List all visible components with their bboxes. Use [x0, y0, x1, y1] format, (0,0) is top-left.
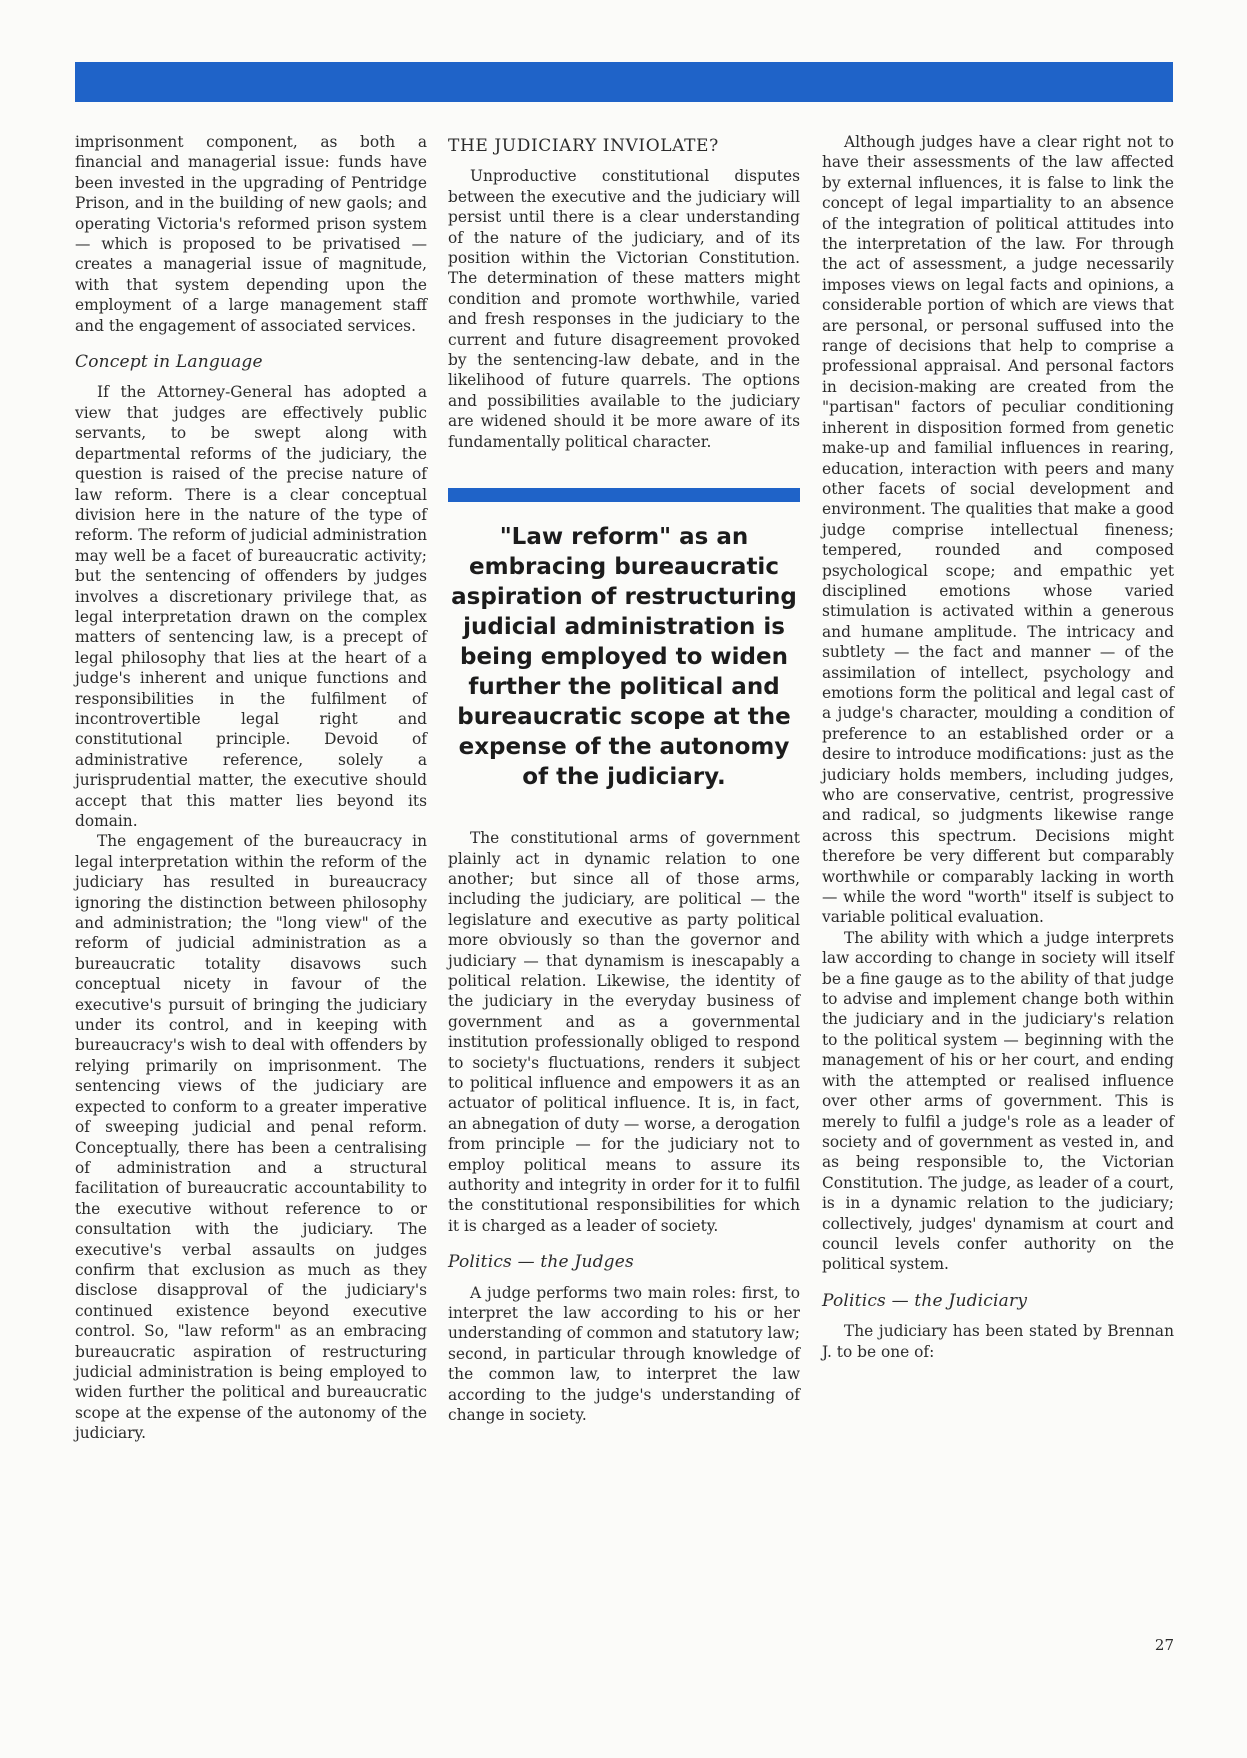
pull-quote-band — [448, 488, 800, 502]
column-right — [822, 132, 1174, 1362]
subheading-politics-judges: Politics — the Judges — [448, 1252, 634, 1273]
paragraph: Unproductive constitutional disputes between the executive and the judiciary will persist until there is a clear understanding of the nature of the judiciary, and of its position within the Victorian Constitution. The determination of these matters might condition and promote worthwhile, varied and fresh responses in the judiciary to the current and future disagreement provoked by the sentencing-law debate, and in the likelihood of future quarrels. The options and possibilities available to the judiciary are widened should it be more aware of its fundamentally political character. — [448, 167, 800, 451]
column-left — [75, 132, 427, 1444]
paragraph: The constitutional arms of government plainly act in dynamic relation to one another; but since all of those arms, including the judiciary, are political — the legislature and executive as party political more obviously so than the governor and judiciary — that dynamism is inescapably a political relation. Likewise, the identity of the judiciary in the everyday business of government and as a governmental institution professionally obliged to respond to society's fluctuations, renders it subject to political influence and empowers it as an actuator of political influence. It is, in fact, an abnegation of duty — worse, a derogation from principle — for the judiciary not to employ political means to assure its authority and integrity in order for it to fulfil the constitutional responsibilities for which it is charged as a leader of society. — [448, 829, 800, 1235]
header-color-band — [75, 62, 1173, 102]
paragraph: The ability with which a judge interprets law according to change in society will itself be a fine gauge as to the ability of that judge to advise and implement change both within the judiciary and in the judiciary's relation to the political system — beginning with the management of his or her court, and ending with the attempted or realised influence over other arms of government. This is merely to fulfil a judge's role as a leader of society and of government as vested in, and as being responsible to, the Victorian Constitution. The judge, as leader of a court, is in a dynamic relation to the judiciary; collectively, judges' dynamism at court and council levels confer authority on the political system. — [822, 928, 1174, 1274]
paragraph: Although judges have a clear right not to have their assessments of the law affected by external influences, it is false to link the concept of legal impartiality to an absence of the integration of political attitudes into the interpretation of the law. For through the act of assessment, a judge necessarily imposes views on legal facts and opinions, a considerable portion of which are views that are personal, or personal suffused into the range of decisions that help to comprise a professional appraisal. And personal factors in decision-making are created from the "partisan" factors of peculiar conditioning inherent in disposition formed from genetic make-up and familial influences in rearing, education, interaction with peers and many other facets of social development and environment. The qualities that make a good judge comprise intellectual fineness; tempered, rounded and composed psychological scope; and empathic yet disciplined emotions whose varied stimulation is activated within a generous and humane amplitude. The intricacy and subtlety — the fact and manner — of the assimilation of intellect, psychology and emotions form the political and legal cast of a judge's character, moulding a condition of preference to an established order or a desire to introduce modifications: just as the judiciary holds members, including judges, who are conservative, centrist, progressive and radical, so judgments likewise range across this spectrum. Decisions might therefore be very different but comparably worthwhile or comparably lacking in worth — while the word "worth" itself is subject to variable political evaluation. — [822, 133, 1174, 927]
paragraph: If the Attorney-General has adopted a view that judges are effectively public servants, to be swept along with departmental reforms of the judiciary, the question is raised of the precise nature of law reform. There is a clear conceptual division here in the nature of the type of reform. The reform of judicial administration may well be a facet of bureaucratic activity; but the sentencing of offenders by judges involves a discretionary privilege that, as legal interpretation drawn on the complex matters of sentencing law, is a precept of legal philosophy that lies at the heart of a judge's inherent and unique functions and responsibilities in the fulfilment of incontrovertible legal right and constitutional principle. Devoid of administrative reference, solely a jurisprudential matter, the executive should accept that this matter lies beyond its domain. — [75, 383, 427, 830]
section-title: THE JUDICIARY INVIOLATE? — [448, 136, 719, 156]
paragraph: The engagement of the bureaucracy in legal interpretation within the reform of the judiciary has resulted in bureaucracy ignoring the distinction between philosophy and administration; the "long view" of the reform of judicial administration as a bureaucratic totality disavows such conceptual nicety in favour of the executive's pursuit of bringing the judiciary under its control, and in keeping with bureaucracy's wish to deal with offenders by relying primarily on imprisonment. The sentencing views of the judiciary are expected to conform to a greater imperative of sweeping judicial and penal reform. Conceptually, there has been a centralising of administration and a structural facilitation of bureaucratic accountability to the executive without reference to or consultation with the judiciary. The executive's verbal assaults on judges confirm that exclusion as much as they disclose disapproval of the judiciary's continued existence beyond executive control. So, "law reform" as an embracing bureaucratic aspiration of restructuring judicial administration is being employed to widen further the political and bureaucratic scope at the expense of the autonomy of the judiciary. — [75, 832, 427, 1443]
paragraph: The judiciary has been stated by Brennan J. to be one of: — [822, 1322, 1174, 1361]
column-middle — [448, 132, 800, 1425]
paragraph: imprisonment component, as both a financial and managerial issue: funds have been invested in the upgrading of Pentridge Prison, and in the building of new gaols; and operating Victoria's reformed prison system — which is proposed to be privatised — creates a managerial issue of magnitude, with that system depending upon the employment of a large management staff and the engagement of associated services. — [75, 133, 427, 335]
pull-quote: "Law reform" as an embracing bureaucratic aspiration of restructuring judicial administration is being employed to widen further the political and bureaucratic scope at the expense of the autonomy of the judiciary. — [451, 524, 797, 791]
paragraph: A judge performs two main roles: first, to interpret the law according to his or her understanding of common and statutory law; second, in particular through knowledge of the common law, to interpret the law according to the judge's understanding of change in society. — [448, 1283, 800, 1425]
subheading-concept-in-language: Concept in Language — [75, 352, 263, 373]
subheading-politics-judiciary: Politics — the Judiciary — [822, 1290, 1028, 1311]
page-number: 27 — [1154, 1636, 1174, 1654]
